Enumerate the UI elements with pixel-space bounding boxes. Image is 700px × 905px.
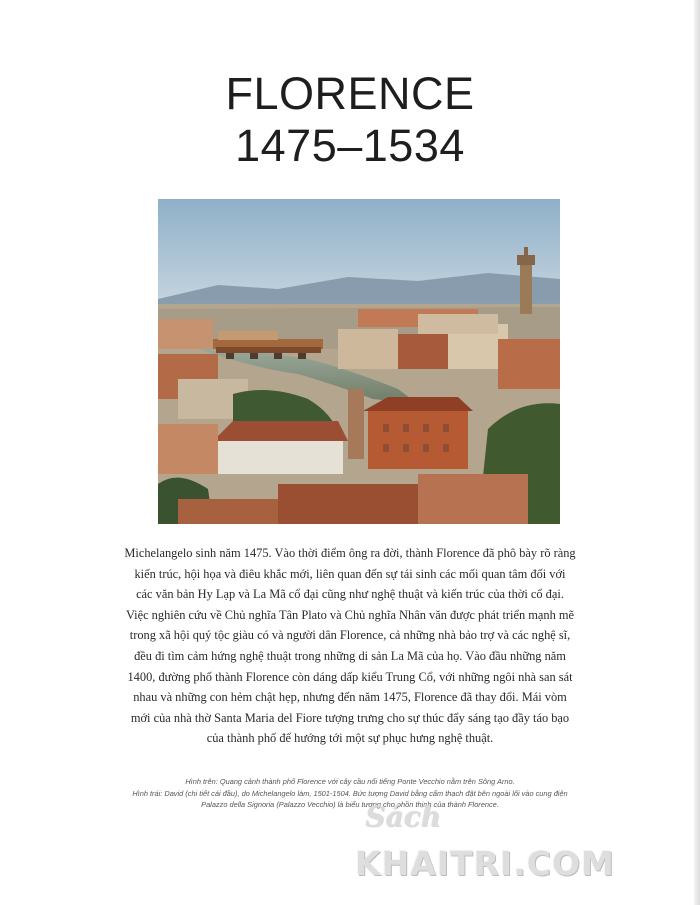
title-years: 1475–1534 — [235, 120, 465, 171]
watermark-site: KHAITRI.COM — [355, 844, 615, 883]
body-line: đều đi tìm cảm hứng nghệ thuật trong những di sản La Mã của họ. Vào đầu những năm — [134, 648, 566, 663]
title-city: FLORENCE — [225, 68, 475, 119]
body-paragraph — [122, 543, 578, 749]
body-line: Việc nghiên cứu về Chủ nghĩa Tân Plato và Chủ nghĩa Nhân văn được phát triển mạnh mẽ — [125, 607, 575, 622]
body-line: các văn bản Hy Lạp và La Mã cổ đại cũng như nghệ thuật và kiến trúc của thời cổ đại. — [136, 587, 564, 602]
watermark-script: Sách — [365, 800, 441, 833]
watermark — [355, 800, 690, 895]
body-line: 1400, đường phố thành Florence còn dáng dấp kiểu Trung Cổ, với những ngôi nhà san sát — [127, 669, 573, 684]
page-title — [0, 68, 700, 172]
body-line: Michelangelo sinh năm 1475. Vào thời điểm ông ra đời, thành Florence đã phô bày rõ ràng — [124, 546, 576, 560]
body-line: nhau và những con hẻm chật hẹp, nhưng đến năm 1475, Florence đã thay đổi. Mái vòm — [133, 690, 567, 705]
caption-line: Hình trên: Quang cảnh thành phố Florence với cây cầu nổi tiếng Ponte Vecchio nằm trên Sông Arno. — [185, 777, 515, 786]
florence-cityscape-photo — [158, 199, 560, 524]
body-line: kiến trúc, hội họa và điêu khắc mới, liên quan đến sự tái sinh các mối quan tâm đối với — [134, 566, 566, 581]
caption-line: Palazzo della Signoria (Palazzo Vecchio) là biểu tượng cho phồn thịnh của thành Florence. — [201, 800, 499, 809]
body-line: trong xã hội quý tộc giàu có và người dân Florence, cả những nhà bảo trợ và các nghệ sĩ, — [129, 628, 571, 643]
body-line: mới của nhà thờ Santa Maria del Fiore tượng trưng cho sự thúc đẩy sáng tạo đầy táo bạo — [130, 710, 570, 725]
caption-line: Hình trái: David (chi tiết cái đầu), do Michelangelo làm, 1501-1504. Bức tượng David bằng cẩm thạch đặt bên ngoài lối vào cung điện — [132, 788, 568, 798]
body-line: của thành phố để hướng tới một sự phục hưng nghệ thuật. — [206, 731, 494, 746]
